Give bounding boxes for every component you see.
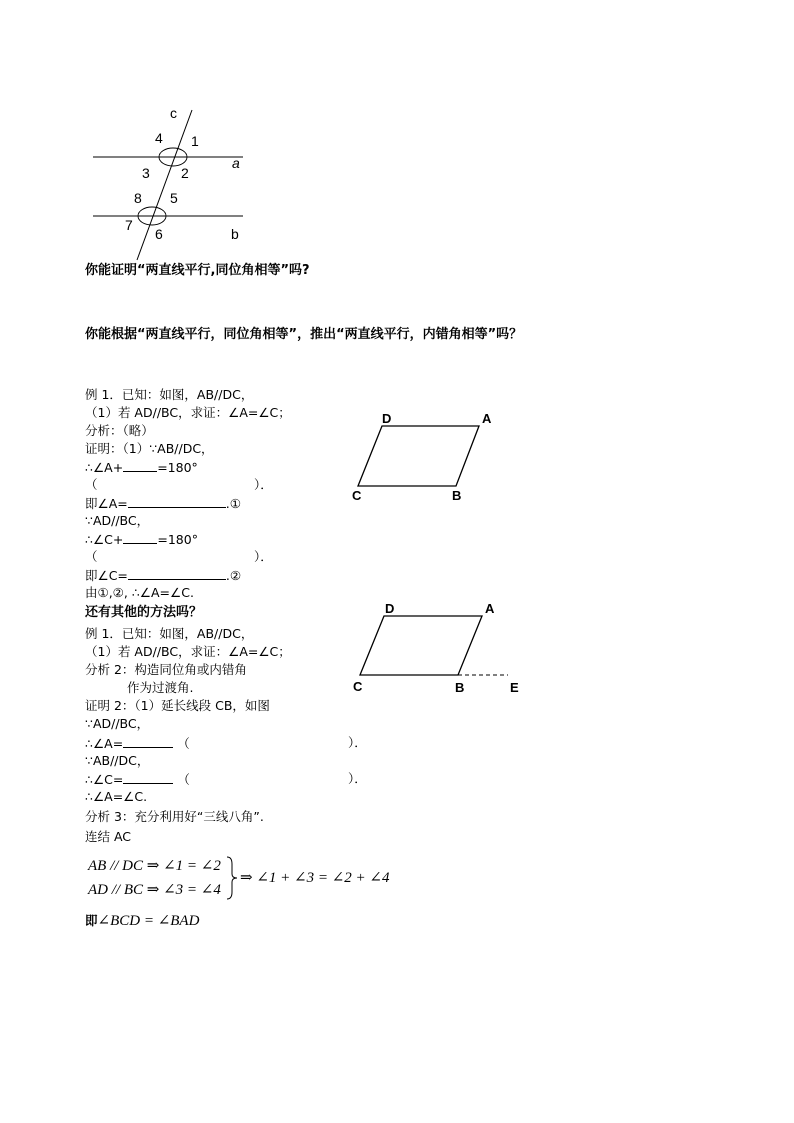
ex2-line9-b: （	[177, 772, 190, 787]
formula-result: ⇒ ∠1 + ∠3 = ∠2 + ∠4	[240, 870, 390, 886]
ex1-line5-b: =180°	[157, 460, 198, 475]
ex2-line12: 连结 AC	[85, 829, 132, 844]
formula-final-prefix: 即	[85, 913, 98, 928]
question-1: 你能证明“两直线平行,同位角相等”吗?	[85, 263, 310, 278]
blank-2[interactable]	[128, 494, 226, 508]
ex1-line5	[85, 458, 198, 477]
fig3-label-D: D	[385, 601, 395, 616]
ex1-line2: （1）若 AD//BC，求证：∠A=∠C；	[85, 405, 291, 420]
ex1-line9	[85, 530, 198, 549]
ex1-line10-close: ）．	[254, 549, 273, 564]
ex1-line6-open: （	[85, 477, 98, 492]
ex1-line7-b: .①	[225, 496, 241, 511]
ex1-line5-a: ∴∠A+	[85, 460, 124, 475]
other-method-heading: 还有其他的方法吗？	[85, 605, 203, 620]
ex2-line6: ∵AD//BC，	[85, 716, 150, 731]
ex2-line7	[85, 734, 190, 753]
ex1-line3: 分析：（略）	[85, 423, 154, 438]
transversal-figure	[85, 100, 255, 265]
label-4: 4	[155, 130, 163, 146]
ex2-line9-a: ∴∠C=	[85, 772, 124, 787]
label-5: 5	[170, 190, 178, 206]
fig2-label-B: B	[452, 488, 462, 503]
ex1-line10-open: （	[85, 549, 98, 564]
ex2-line9	[85, 770, 190, 789]
label-1: 1	[191, 133, 199, 149]
ex1-line11-a: 即∠C=	[85, 568, 128, 583]
ex2-line1: 例 1．已知：如图，AB//DC，	[85, 626, 254, 641]
ex1-line9-b: =180°	[157, 532, 198, 547]
ex2-line8: ∵AB//DC，	[85, 753, 150, 768]
label-7: 7	[125, 217, 133, 233]
ex1-line1: 例 1．已知：如图，AB//DC，	[85, 387, 254, 402]
fig3-label-C: C	[353, 679, 363, 694]
ex2-line10: ∴∠A=∠C.	[85, 789, 148, 804]
blank-3[interactable]	[123, 530, 157, 544]
parallelogram	[358, 426, 479, 486]
fig3-label-A: A	[485, 601, 495, 616]
blank-5[interactable]	[123, 734, 173, 748]
question-2: 你能根据“两直线平行，同位角相等”，推出“两直线平行，内错角相等”吗？	[85, 327, 523, 342]
ex1-line4: 证明：（1）∵AB//DC，	[85, 441, 214, 456]
ex2-line9-close: ）．	[348, 771, 367, 786]
ex1-line9-a: ∴∠C+	[85, 532, 124, 547]
parallelogram-2	[360, 616, 482, 675]
parallelogram-extended-figure	[348, 598, 528, 698]
fig3-label-E: E	[510, 680, 519, 695]
ex1-line7	[85, 494, 241, 513]
ex2-line4: 作为过渡角.	[127, 680, 194, 695]
ex1-line12: 由①,②, ∴∠A=∠C.	[85, 585, 194, 600]
label-c: c	[170, 105, 177, 121]
ex1-line7-a: 即∠A=	[85, 496, 128, 511]
ex2-line7-a: ∴∠A=	[85, 736, 124, 751]
label-8: 8	[134, 190, 142, 206]
fig3-label-B: B	[455, 680, 465, 695]
formula-row-1: AB // DC ⇒ ∠1 = ∠2	[88, 858, 221, 874]
label-3: 3	[142, 165, 150, 181]
label-a: a	[232, 155, 240, 171]
formula-final-eq: ∠BCD = ∠BAD	[97, 913, 200, 929]
label-6: 6	[155, 226, 163, 242]
ex2-line5: 证明 2：（1）延长线段 CB，如图	[85, 698, 270, 713]
formula-row-2: AD // BC ⇒ ∠3 = ∠4	[88, 882, 221, 898]
brace-icon	[226, 856, 238, 900]
parallelogram-figure	[348, 408, 498, 508]
fig2-label-A: A	[482, 411, 492, 426]
blank-4[interactable]	[128, 566, 226, 580]
label-b: b	[231, 226, 239, 242]
blank-1[interactable]	[123, 458, 157, 472]
ex1-line8: ∵AD//BC，	[85, 513, 150, 528]
blank-6[interactable]	[123, 770, 173, 784]
line-c	[137, 110, 192, 260]
formula-final	[85, 911, 199, 931]
ex2-line2: （1）若 AD//BC，求证：∠A=∠C；	[85, 644, 291, 659]
ex2-line7-b: （	[177, 736, 190, 751]
ex1-line6-close: ）．	[254, 477, 273, 492]
fig2-label-D: D	[382, 411, 392, 426]
ex1-line11-b: .②	[225, 568, 242, 583]
ex2-line11: 分析 3：充分利用好“三线八角”.	[85, 809, 264, 824]
ex2-line3: 分析 2：构造同位角或内错角	[85, 662, 247, 677]
label-2: 2	[181, 165, 189, 181]
fig2-label-C: C	[352, 488, 362, 503]
ex1-line11	[85, 566, 241, 585]
ex2-line7-close: ）．	[348, 735, 367, 750]
